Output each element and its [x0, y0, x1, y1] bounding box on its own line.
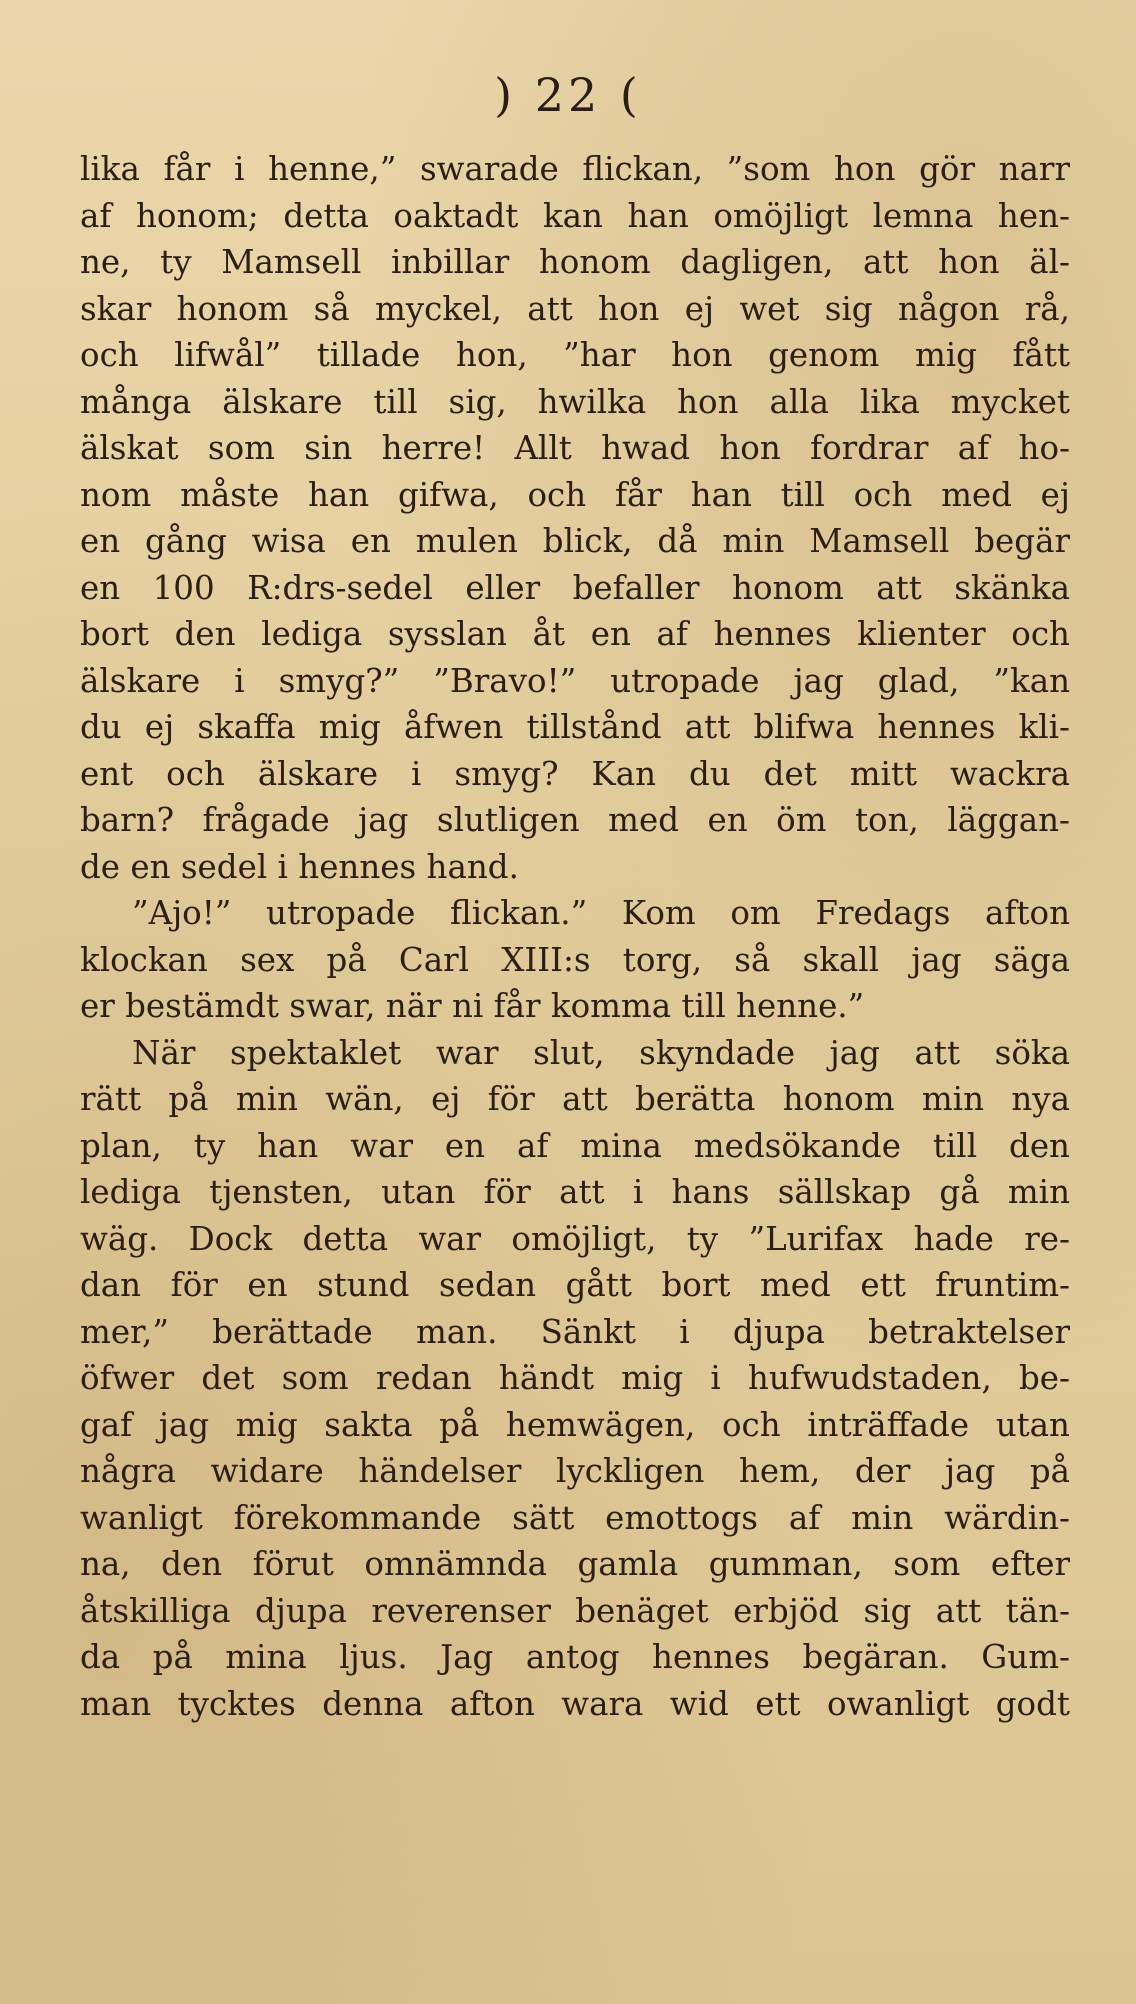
text-line: en gång wisa en mulen blick, då min Mamsell begär [80, 522, 1070, 560]
text-line: älskat som sin herre! Allt hwad hon fordrar af ho- [80, 429, 1070, 467]
text-line: klockan sex på Carl XIII:s torg, så skall jag säga [80, 940, 1070, 979]
text-line: ne, ty Mamsell inbillar honom dagligen, att hon äl- [80, 243, 1070, 281]
text-line: er bestämdt swar, när ni får komma till henne.” [80, 987, 865, 1025]
text-line: ”Ajo!” utropade flickan.” Kom om Fredags afton [132, 894, 1070, 932]
text-line: några widare händelser lyckligen hem, der jag på [80, 1452, 1070, 1490]
body-text [80, 146, 1070, 1727]
text-line: af honom; detta oaktadt kan han omöjligt lemna hen- [80, 196, 1070, 235]
text-line: gaf jag mig sakta på hemwägen, och inträffade utan [80, 1405, 1070, 1444]
text-line: och lifwål” tillade hon, ”har hon genom mig fått [80, 336, 1070, 374]
text-line: wäg. Dock detta war omöjligt, ty ”Lurifax hade re- [80, 1219, 1070, 1258]
text-line: många älskare till sig, hwilka hon alla lika mycket [80, 382, 1070, 421]
text-line: da på mina ljus. Jag antog hennes begäran. Gum- [80, 1638, 1070, 1676]
text-line: åtskilliga djupa reverenser benäget erbjöd sig att tän- [80, 1591, 1070, 1630]
page-number-header: ) 22 ( [494, 68, 642, 122]
text-line: nom måste han gifwa, och får han till och med ej [80, 475, 1070, 514]
text-line: mer,” berättade man. Sänkt i djupa betraktelser [80, 1312, 1070, 1351]
text-line: du ej skaffa mig åfwen tillstånd att blifwa hennes kli- [80, 708, 1070, 746]
text-line: barn? frågade jag slutligen med en öm ton, läggan- [80, 801, 1070, 839]
text-line: plan, ty han war en af mina medsökande till den [80, 1126, 1070, 1165]
text-line: wanligt förekommande sätt emottogs af min wärdin- [80, 1498, 1070, 1537]
text-line: en 100 R:drs-sedel eller befaller honom att skänka [80, 568, 1070, 607]
text-line: rätt på min wän, ej för att berätta honom min nya [80, 1080, 1070, 1118]
text-line: na, den förut omnämnda gamla gumman, som efter [80, 1545, 1070, 1583]
text-line: dan för en stund sedan gått bort med ett fruntim- [80, 1266, 1070, 1304]
text-line: älskare i smyg?” ”Bravo!” utropade jag glad, ”kan [80, 661, 1070, 700]
text-line: öfwer det som redan händt mig i hufwudstaden, be- [80, 1359, 1070, 1397]
text-line: bort den lediga sysslan åt en af hennes klienter och [80, 615, 1070, 653]
text-line: lika får i henne,” swarade flickan, ”som hon gör narr [80, 150, 1070, 188]
text-line: lediga tjensten, utan för att i hans sällskap gå min [80, 1173, 1070, 1211]
text-line: man tycktes denna afton wara wid ett owanligt godt [80, 1684, 1070, 1723]
text-line: ent och älskare i smyg? Kan du det mitt wackra [80, 754, 1070, 793]
text-line: När spektaklet war slut, skyndade jag att söka [132, 1033, 1070, 1072]
text-line: de en sedel i hennes hand. [80, 847, 519, 886]
text-line: skar honom så myckel, att hon ej wet sig någon rå, [80, 289, 1070, 328]
